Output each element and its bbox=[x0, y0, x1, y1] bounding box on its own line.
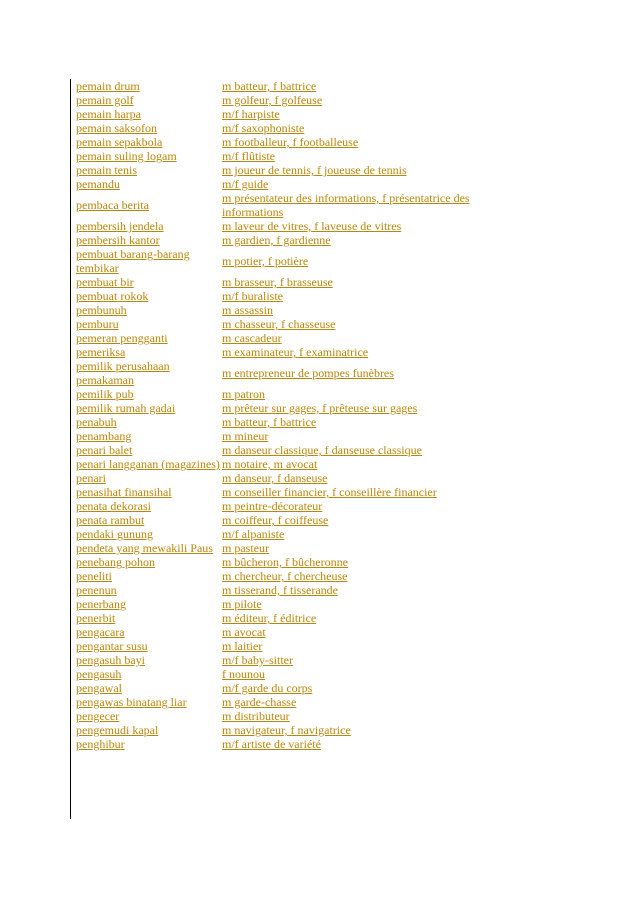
table-row bbox=[76, 681, 492, 695]
french-translation-cell bbox=[222, 695, 492, 709]
table-row bbox=[76, 93, 492, 107]
indonesian-term-link[interactable]: pengasuh bbox=[76, 667, 122, 681]
table-row bbox=[76, 569, 492, 583]
french-translation-cell bbox=[222, 583, 492, 597]
french-translation-link[interactable]: m assassin bbox=[222, 303, 273, 317]
indonesian-term-cell bbox=[76, 401, 222, 415]
indonesian-term-link[interactable]: pengantar susu bbox=[76, 639, 148, 653]
indonesian-term-link[interactable]: pengasuh bayi bbox=[76, 653, 145, 667]
french-translation-link[interactable]: m/f saxophoniste bbox=[222, 121, 305, 135]
french-translation-link[interactable]: m batteur, f battrice bbox=[222, 415, 317, 429]
indonesian-term-cell bbox=[76, 275, 222, 289]
table-row bbox=[76, 443, 492, 457]
french-translation-cell bbox=[222, 317, 492, 331]
french-translation-cell bbox=[222, 135, 492, 149]
french-translation-link[interactable]: m pilote bbox=[222, 597, 262, 611]
table-row bbox=[76, 163, 492, 177]
indonesian-term-cell bbox=[76, 345, 222, 359]
left-margin-rule bbox=[70, 79, 71, 819]
french-translation-cell bbox=[222, 723, 492, 737]
french-translation-link[interactable]: m chasseur, f chasseuse bbox=[222, 317, 336, 331]
french-translation-link[interactable]: m brasseur, f brasseuse bbox=[222, 275, 333, 289]
indonesian-term-link[interactable]: penambang bbox=[76, 429, 132, 443]
indonesian-term-link[interactable]: pengemudi kapal bbox=[76, 723, 159, 737]
french-translation-cell bbox=[222, 233, 492, 247]
table-row bbox=[76, 303, 492, 317]
indonesian-term-cell bbox=[76, 667, 222, 681]
indonesian-term-link[interactable]: penabuh bbox=[76, 415, 117, 429]
french-translation-link[interactable]: m/f harpiste bbox=[222, 107, 280, 121]
indonesian-term-cell bbox=[76, 681, 222, 695]
french-translation-cell bbox=[222, 275, 492, 289]
indonesian-term-link[interactable]: penghibur bbox=[76, 737, 125, 751]
french-translation-cell bbox=[222, 163, 492, 177]
indonesian-term-link[interactable]: penari bbox=[76, 471, 106, 485]
indonesian-term-cell bbox=[76, 163, 222, 177]
french-translation-cell bbox=[222, 79, 492, 93]
table-row bbox=[76, 499, 492, 513]
indonesian-term-link[interactable]: penenun bbox=[76, 583, 117, 597]
french-translation-cell bbox=[222, 107, 492, 121]
french-translation-link[interactable]: m potier, f potière bbox=[222, 254, 309, 268]
french-translation-link[interactable]: m/f alpaniste bbox=[222, 527, 285, 541]
table-row bbox=[76, 331, 492, 345]
indonesian-term-cell bbox=[76, 387, 222, 401]
table-row bbox=[76, 555, 492, 569]
french-translation-cell bbox=[222, 625, 492, 639]
indonesian-term-link[interactable]: penasihat finansihal bbox=[76, 485, 172, 499]
table-row bbox=[76, 317, 492, 331]
table-row bbox=[76, 653, 492, 667]
indonesian-term-link[interactable]: pembuat rokok bbox=[76, 289, 149, 303]
french-translation-cell bbox=[222, 541, 492, 555]
indonesian-term-cell bbox=[76, 527, 222, 541]
indonesian-term-link[interactable]: pemburu bbox=[76, 317, 119, 331]
table-row bbox=[76, 639, 492, 653]
french-translation-cell bbox=[222, 359, 492, 387]
french-translation-link[interactable]: m golfeur, f golfeuse bbox=[222, 93, 323, 107]
french-translation-cell bbox=[222, 177, 492, 191]
french-translation-link[interactable]: m/f baby-sitter bbox=[222, 653, 293, 667]
table-row bbox=[76, 219, 492, 233]
table-row bbox=[76, 541, 492, 555]
table-row bbox=[76, 177, 492, 191]
french-translation-link[interactable]: m présentateur des informations, f présentatrice des informations bbox=[222, 191, 470, 219]
vocabulary-table bbox=[76, 79, 492, 751]
french-translation-link[interactable]: m pasteur bbox=[222, 541, 269, 555]
indonesian-term-link[interactable]: peneliti bbox=[76, 569, 112, 583]
indonesian-term-cell bbox=[76, 149, 222, 163]
indonesian-term-cell bbox=[76, 93, 222, 107]
indonesian-term-cell bbox=[76, 289, 222, 303]
indonesian-term-cell bbox=[76, 247, 222, 275]
indonesian-term-link[interactable]: penata rambut bbox=[76, 513, 145, 527]
indonesian-term-cell bbox=[76, 177, 222, 191]
french-translation-link[interactable]: f nounou bbox=[222, 667, 265, 681]
indonesian-term-link[interactable]: pendeta yang mewakili Paus bbox=[76, 541, 213, 555]
french-translation-cell bbox=[222, 149, 492, 163]
table-row bbox=[76, 387, 492, 401]
french-translation-link[interactable]: m laveur de vitres, f laveuse de vitres bbox=[222, 219, 402, 233]
french-translation-link[interactable]: m danseur, f danseuse bbox=[222, 471, 328, 485]
french-translation-link[interactable]: m mineur bbox=[222, 429, 269, 443]
french-translation-link[interactable]: m/f flûtiste bbox=[222, 149, 275, 163]
french-translation-cell bbox=[222, 345, 492, 359]
indonesian-term-link[interactable]: pengawal bbox=[76, 681, 122, 695]
french-translation-cell bbox=[222, 401, 492, 415]
indonesian-term-cell bbox=[76, 555, 222, 569]
indonesian-term-link[interactable]: pengacara bbox=[76, 625, 125, 639]
french-translation-cell bbox=[222, 457, 492, 471]
table-row bbox=[76, 79, 492, 93]
french-translation-cell bbox=[222, 555, 492, 569]
table-row bbox=[76, 611, 492, 625]
french-translation-cell bbox=[222, 513, 492, 527]
french-translation-link[interactable]: m footballeur, f footballeuse bbox=[222, 135, 359, 149]
indonesian-term-cell bbox=[76, 737, 222, 751]
indonesian-term-cell bbox=[76, 499, 222, 513]
indonesian-term-cell bbox=[76, 191, 222, 219]
table-row bbox=[76, 471, 492, 485]
indonesian-term-cell bbox=[76, 513, 222, 527]
table-row bbox=[76, 233, 492, 247]
french-translation-link[interactable]: m gardien, f gardienne bbox=[222, 233, 331, 247]
indonesian-term-link[interactable]: pemain suling logam bbox=[76, 149, 177, 163]
french-translation-cell bbox=[222, 331, 492, 345]
indonesian-term-cell bbox=[76, 653, 222, 667]
table-row bbox=[76, 667, 492, 681]
indonesian-term-link[interactable]: pemain tenis bbox=[76, 163, 137, 177]
french-translation-link[interactable]: m/f garde du corps bbox=[222, 681, 313, 695]
indonesian-term-cell bbox=[76, 695, 222, 709]
french-translation-link[interactable]: m/f artiste de variété bbox=[222, 737, 321, 751]
table-row bbox=[76, 121, 492, 135]
french-translation-link[interactable]: m bûcheron, f bûcheronne bbox=[222, 555, 348, 569]
indonesian-term-link[interactable]: pemeran pengganti bbox=[76, 331, 168, 345]
table-row bbox=[76, 135, 492, 149]
indonesian-term-cell bbox=[76, 415, 222, 429]
french-translation-link[interactable]: m joueur de tennis, f joueuse de tennis bbox=[222, 163, 407, 177]
indonesian-term-cell bbox=[76, 723, 222, 737]
french-translation-cell bbox=[222, 303, 492, 317]
indonesian-term-link[interactable]: pengecer bbox=[76, 709, 120, 723]
table-row bbox=[76, 429, 492, 443]
french-translation-link[interactable]: m/f guide bbox=[222, 177, 269, 191]
indonesian-term-cell bbox=[76, 135, 222, 149]
table-row bbox=[76, 149, 492, 163]
french-translation-link[interactable]: m chercheur, f chercheuse bbox=[222, 569, 348, 583]
french-translation-cell bbox=[222, 471, 492, 485]
french-translation-link[interactable]: m avocat bbox=[222, 625, 266, 639]
table-row bbox=[76, 513, 492, 527]
indonesian-term-link[interactable]: pendaki gunung bbox=[76, 527, 153, 541]
french-translation-link[interactable]: m patron bbox=[222, 387, 265, 401]
indonesian-term-cell bbox=[76, 541, 222, 555]
indonesian-term-link[interactable]: penari langganan (magazines) bbox=[76, 457, 220, 471]
indonesian-term-cell bbox=[76, 121, 222, 135]
indonesian-term-cell bbox=[76, 457, 222, 471]
indonesian-term-link[interactable]: pembunuh bbox=[76, 303, 127, 317]
table-row bbox=[76, 107, 492, 121]
indonesian-term-cell bbox=[76, 443, 222, 457]
table-row bbox=[76, 191, 492, 219]
french-translation-link[interactable]: m notaire, m avocat bbox=[222, 457, 318, 471]
french-translation-cell bbox=[222, 415, 492, 429]
french-translation-cell bbox=[222, 443, 492, 457]
french-translation-cell bbox=[222, 191, 492, 219]
indonesian-term-cell bbox=[76, 359, 222, 387]
indonesian-term-cell bbox=[76, 233, 222, 247]
indonesian-term-link[interactable]: penebang pohon bbox=[76, 555, 155, 569]
french-translation-cell bbox=[222, 709, 492, 723]
indonesian-term-link[interactable]: pembersih jendela bbox=[76, 219, 164, 233]
indonesian-term-link[interactable]: pemandu bbox=[76, 177, 120, 191]
table-row bbox=[76, 345, 492, 359]
indonesian-term-cell bbox=[76, 583, 222, 597]
french-translation-cell bbox=[222, 667, 492, 681]
indonesian-term-cell bbox=[76, 429, 222, 443]
indonesian-term-cell bbox=[76, 219, 222, 233]
french-translation-cell bbox=[222, 247, 492, 275]
french-translation-cell bbox=[222, 653, 492, 667]
table-row bbox=[76, 597, 492, 611]
table-row bbox=[76, 275, 492, 289]
indonesian-term-link[interactable]: pemain harpa bbox=[76, 107, 141, 121]
french-translation-cell bbox=[222, 485, 492, 499]
french-translation-link[interactable]: m entrepreneur de pompes funèbres bbox=[222, 366, 394, 380]
indonesian-term-link[interactable]: penata dekorasi bbox=[76, 499, 151, 513]
indonesian-term-link[interactable]: penerbang bbox=[76, 597, 126, 611]
french-translation-link[interactable]: m garde-chasse bbox=[222, 695, 297, 709]
indonesian-term-link[interactable]: pemain golf bbox=[76, 93, 134, 107]
indonesian-term-link[interactable]: penerbit bbox=[76, 611, 116, 625]
table-row bbox=[76, 527, 492, 541]
french-translation-link[interactable]: m navigateur, f navigatrice bbox=[222, 723, 351, 737]
indonesian-term-link[interactable]: pemain sepakbola bbox=[76, 135, 163, 149]
indonesian-term-cell bbox=[76, 79, 222, 93]
table-row bbox=[76, 359, 492, 387]
french-translation-cell bbox=[222, 597, 492, 611]
indonesian-term-link[interactable]: pemilik pub bbox=[76, 387, 134, 401]
french-translation-cell bbox=[222, 121, 492, 135]
indonesian-term-cell bbox=[76, 625, 222, 639]
indonesian-term-cell bbox=[76, 639, 222, 653]
indonesian-term-cell bbox=[76, 331, 222, 345]
french-translation-link[interactable]: m danseur classique, f danseuse classique bbox=[222, 443, 422, 457]
french-translation-cell bbox=[222, 289, 492, 303]
table-row bbox=[76, 457, 492, 471]
french-translation-cell bbox=[222, 93, 492, 107]
french-translation-link[interactable]: m éditeur, f éditrice bbox=[222, 611, 317, 625]
french-translation-link[interactable]: m cascadeur bbox=[222, 331, 282, 345]
french-translation-cell bbox=[222, 429, 492, 443]
indonesian-term-cell bbox=[76, 303, 222, 317]
indonesian-term-link[interactable]: pemain saksofon bbox=[76, 121, 157, 135]
table-row bbox=[76, 247, 492, 275]
french-translation-link[interactable]: m prêteur sur gages, f prêteuse sur gages bbox=[222, 401, 418, 415]
table-row bbox=[76, 737, 492, 751]
french-translation-link[interactable]: m tisserand, f tisserande bbox=[222, 583, 338, 597]
french-translation-link[interactable]: m examinateur, f examinatrice bbox=[222, 345, 369, 359]
indonesian-term-link[interactable]: pemilik rumah gadai bbox=[76, 401, 176, 415]
table-row bbox=[76, 289, 492, 303]
indonesian-term-cell bbox=[76, 597, 222, 611]
indonesian-term-cell bbox=[76, 107, 222, 121]
indonesian-term-link[interactable]: pembaca berita bbox=[76, 198, 149, 212]
indonesian-term-link[interactable]: pembuat bir bbox=[76, 275, 134, 289]
french-translation-cell bbox=[222, 611, 492, 625]
french-translation-link[interactable]: m coiffeur, f coiffeuse bbox=[222, 513, 329, 527]
indonesian-term-link[interactable]: pemilik perusahaan pemakaman bbox=[76, 359, 170, 387]
indonesian-term-link[interactable]: pembuat barang-barang tembikar bbox=[76, 247, 190, 275]
indonesian-term-link[interactable]: pembersih kantor bbox=[76, 233, 160, 247]
french-translation-link[interactable]: m laitier bbox=[222, 639, 263, 653]
indonesian-term-link[interactable]: pemain drum bbox=[76, 79, 140, 93]
french-translation-cell bbox=[222, 219, 492, 233]
french-translation-cell bbox=[222, 639, 492, 653]
table-row bbox=[76, 695, 492, 709]
french-translation-cell bbox=[222, 569, 492, 583]
indonesian-term-cell bbox=[76, 611, 222, 625]
french-translation-cell bbox=[222, 681, 492, 695]
table-row bbox=[76, 415, 492, 429]
french-translation-link[interactable]: m batteur, f battrice bbox=[222, 79, 317, 93]
indonesian-term-cell bbox=[76, 471, 222, 485]
table-row bbox=[76, 723, 492, 737]
indonesian-term-cell bbox=[76, 317, 222, 331]
indonesian-term-link[interactable]: pengawas binatang liar bbox=[76, 695, 187, 709]
french-translation-cell bbox=[222, 499, 492, 513]
table-row bbox=[76, 709, 492, 723]
table-row bbox=[76, 485, 492, 499]
french-translation-link[interactable]: m/f buraliste bbox=[222, 289, 283, 303]
french-translation-link[interactable]: m peintre-décorateur bbox=[222, 499, 323, 513]
indonesian-term-cell bbox=[76, 485, 222, 499]
table-row bbox=[76, 583, 492, 597]
indonesian-term-link[interactable]: pemeriksa bbox=[76, 345, 126, 359]
indonesian-term-cell bbox=[76, 709, 222, 723]
table-row bbox=[76, 401, 492, 415]
french-translation-cell bbox=[222, 737, 492, 751]
indonesian-term-cell bbox=[76, 569, 222, 583]
french-translation-link[interactable]: m distributeur bbox=[222, 709, 290, 723]
french-translation-link[interactable]: m conseiller financier, f conseillère financier bbox=[222, 485, 437, 499]
table-row bbox=[76, 625, 492, 639]
indonesian-term-link[interactable]: penari balet bbox=[76, 443, 133, 457]
french-translation-cell bbox=[222, 387, 492, 401]
french-translation-cell bbox=[222, 527, 492, 541]
